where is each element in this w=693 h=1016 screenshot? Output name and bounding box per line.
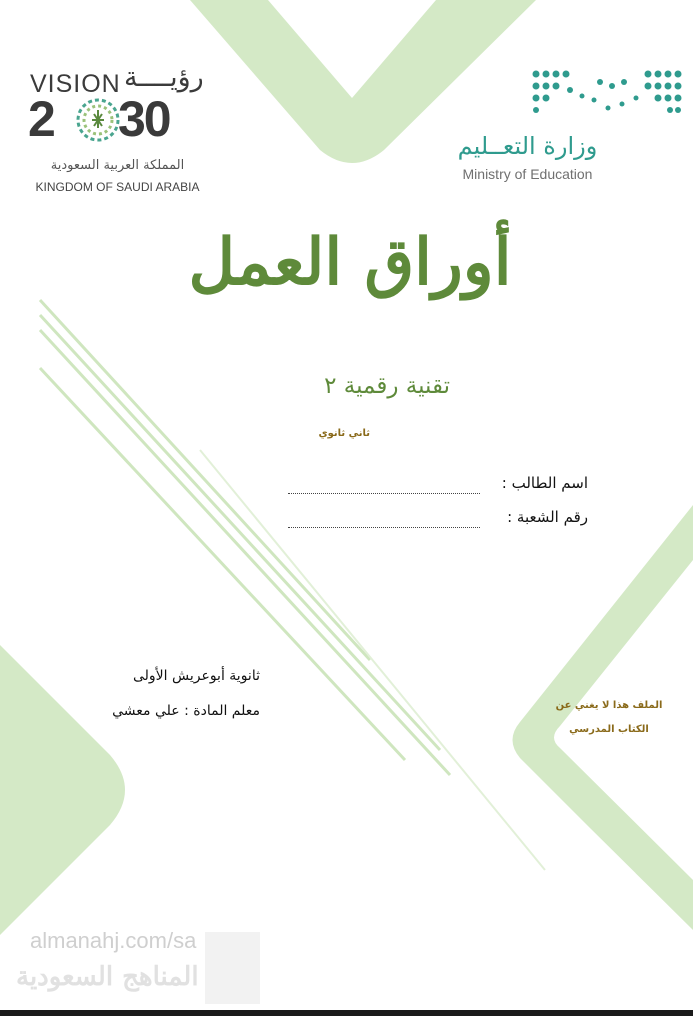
- watermark-brand: المناهج السعودية: [16, 962, 199, 992]
- vision-year-prefix: 2: [28, 91, 54, 147]
- watermark-box: [205, 932, 260, 1004]
- vision-word: VISION: [30, 70, 121, 98]
- student-name-label: اسم الطالب :: [501, 474, 588, 492]
- ministry-dots-icon: [530, 68, 685, 122]
- subject-name: تقنية رقمية ٢: [324, 373, 450, 399]
- ministry-name-en: Ministry of Education: [462, 166, 593, 182]
- watermark-url: almanahj.com/sa: [30, 928, 197, 953]
- section-number-line[interactable]: [288, 527, 480, 528]
- page-title: أوراق العمل: [188, 225, 512, 300]
- section-number-label: رقم الشعبة :: [507, 508, 588, 526]
- diagonal-line: [40, 368, 405, 760]
- student-name-line[interactable]: [288, 493, 480, 494]
- ministry-name-ar: وزارة التعــليم: [457, 132, 598, 160]
- disclaimer-note: [540, 694, 678, 742]
- student-name-field[interactable]: [288, 474, 588, 498]
- bottom-border: [0, 1010, 693, 1016]
- vision-year-suffix: 30: [118, 91, 170, 147]
- kingdom-name-en: KINGDOM OF SAUDI ARABIA: [35, 180, 200, 194]
- disclaimer-line-2: الكتاب المدرسي: [569, 724, 649, 735]
- disclaimer-line-1: الملف هذا لا يغني عن: [555, 700, 663, 711]
- left-diamond-shape: [0, 645, 125, 935]
- school-name: ثانوية أبوعريش الأولى: [132, 668, 260, 684]
- kingdom-name-ar: المملكة العربية السعودية: [50, 158, 185, 173]
- grade-level: ثاني ثانوي: [318, 428, 370, 439]
- vision-emblem-icon: [76, 98, 120, 142]
- teacher-name: معلم المادة : علي معشي: [112, 703, 260, 719]
- vision-word-ar: رؤيــــة: [124, 62, 204, 93]
- section-number-field[interactable]: [288, 508, 588, 532]
